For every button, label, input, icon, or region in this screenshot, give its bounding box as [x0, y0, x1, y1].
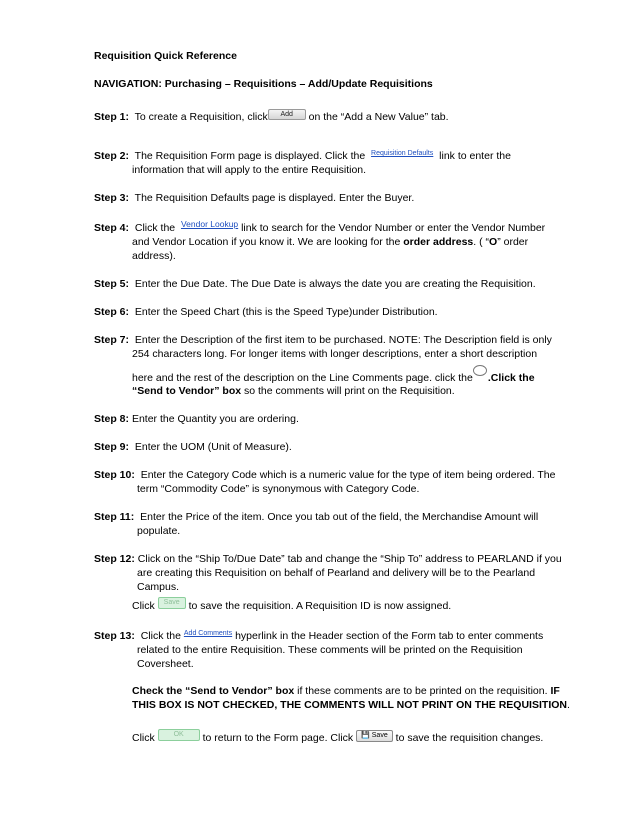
step-10: Step 10: Enter the Category Code which is a numeric value for the type of item being ordered. The — [94, 469, 556, 481]
step-8: Step 8: Enter the Quantity you are ordering. — [94, 413, 299, 425]
add-button[interactable]: Add — [268, 109, 306, 120]
step-7-line-4: “Send to Vendor” box so the comments will print on the Requisition. — [132, 385, 455, 397]
vendor-lookup-link[interactable]: Vendor Lookup — [180, 219, 239, 229]
step-5: Step 5: Enter the Due Date. The Due Date is always the date you are creating the Requisition. — [94, 278, 536, 290]
check-note-line-1: Check the “Send to Vendor” box if these comments are to be printed on the requisition. IF — [132, 685, 560, 697]
step-12-line-3: Campus. — [137, 581, 180, 593]
step-4: Step 4: Click the $^{Vendor Lookup}$ link to search for the Vendor Number or enter the Vendor Number — [94, 219, 546, 234]
step-11: Step 11: Enter the Price of the item. Once you tab out of the field, the Merchandise Amount will — [94, 511, 539, 523]
step-11-line-2: populate. — [137, 525, 181, 537]
save-button[interactable]: 💾 Save — [356, 730, 393, 742]
step-6: Step 6: Enter the Speed Chart (this is the Speed Type)under Distribution. — [94, 306, 438, 318]
step-4-line-3: address). — [132, 250, 176, 262]
step-4-line-2: and Vendor Location if you know it. We are looking for the order address. ( “O” order — [132, 236, 529, 248]
comment-icon[interactable] — [473, 365, 487, 376]
page-title: Requisition Quick Reference — [94, 50, 237, 62]
step-9: Step 9: Enter the UOM (Unit of Measure). — [94, 441, 292, 453]
step-12: Step 12: Click on the “Ship To/Due Date” tab and change the “Ship To” address to PEARLAND if you — [94, 553, 562, 565]
step-10-line-2: term “Commodity Code” is synonymous with Category Code. — [137, 483, 420, 495]
save-icon: 💾 — [361, 732, 370, 739]
step-7-line-2: 254 characters long. For longer items with longer descriptions, enter a short description — [132, 348, 538, 360]
step-12-line-2: are creating this Requisition on behalf of Pearland and delivery will be to the Pearland — [137, 567, 536, 579]
step-13: Step 13: Click the $^{Add Comments}$ hyperlink in the Header section of the Form tab to enter comments — [94, 630, 544, 642]
ok-button[interactable]: OK — [158, 729, 200, 741]
add-comments-link[interactable]: Add Comments — [183, 630, 233, 637]
step-12-line-4: Click Save to save the requisition. A Requisition ID is now assigned. — [132, 599, 452, 612]
navigation-path: NAVIGATION: Purchasing – Requisitions – Add/Update Requisitions — [94, 78, 433, 90]
step-3: Step 3: The Requisition Defaults page is displayed. Enter the Buyer. — [94, 192, 415, 204]
step-7: Step 7: Enter the Description of the first item to be purchased. NOTE: The Description field is only — [94, 334, 552, 346]
check-note-line-2: THIS BOX IS NOT CHECKED, THE COMMENTS WILL NOT PRINT ON THE REQUISITION. — [132, 699, 570, 711]
step-7-line-3: here and the rest of the description on the Line Comments page. click the .Click the — [132, 370, 535, 385]
requisition-defaults-link[interactable]: Requisition Defaults — [371, 150, 434, 157]
step-2-line-2: information that will apply to the entire Requisition. — [132, 164, 367, 176]
step-1: Step 1: To create a Requisition, click Add on the “Add a New Value” tab. — [94, 110, 449, 123]
step-13-line-2: related to the entire Requisition. These comments will be printed on the Requisition — [137, 644, 523, 656]
step-13-line-3: Coversheet. — [137, 658, 194, 670]
save-button-disabled[interactable]: Save — [158, 597, 186, 609]
step-2: Step 2: The Requisition Form page is displayed. Click the $^{Requisition Defaults}$ link to enter the — [94, 150, 511, 162]
final-instruction: Click OK to return to the Form page. Click 💾 Save to save the requisition changes. — [132, 731, 544, 744]
